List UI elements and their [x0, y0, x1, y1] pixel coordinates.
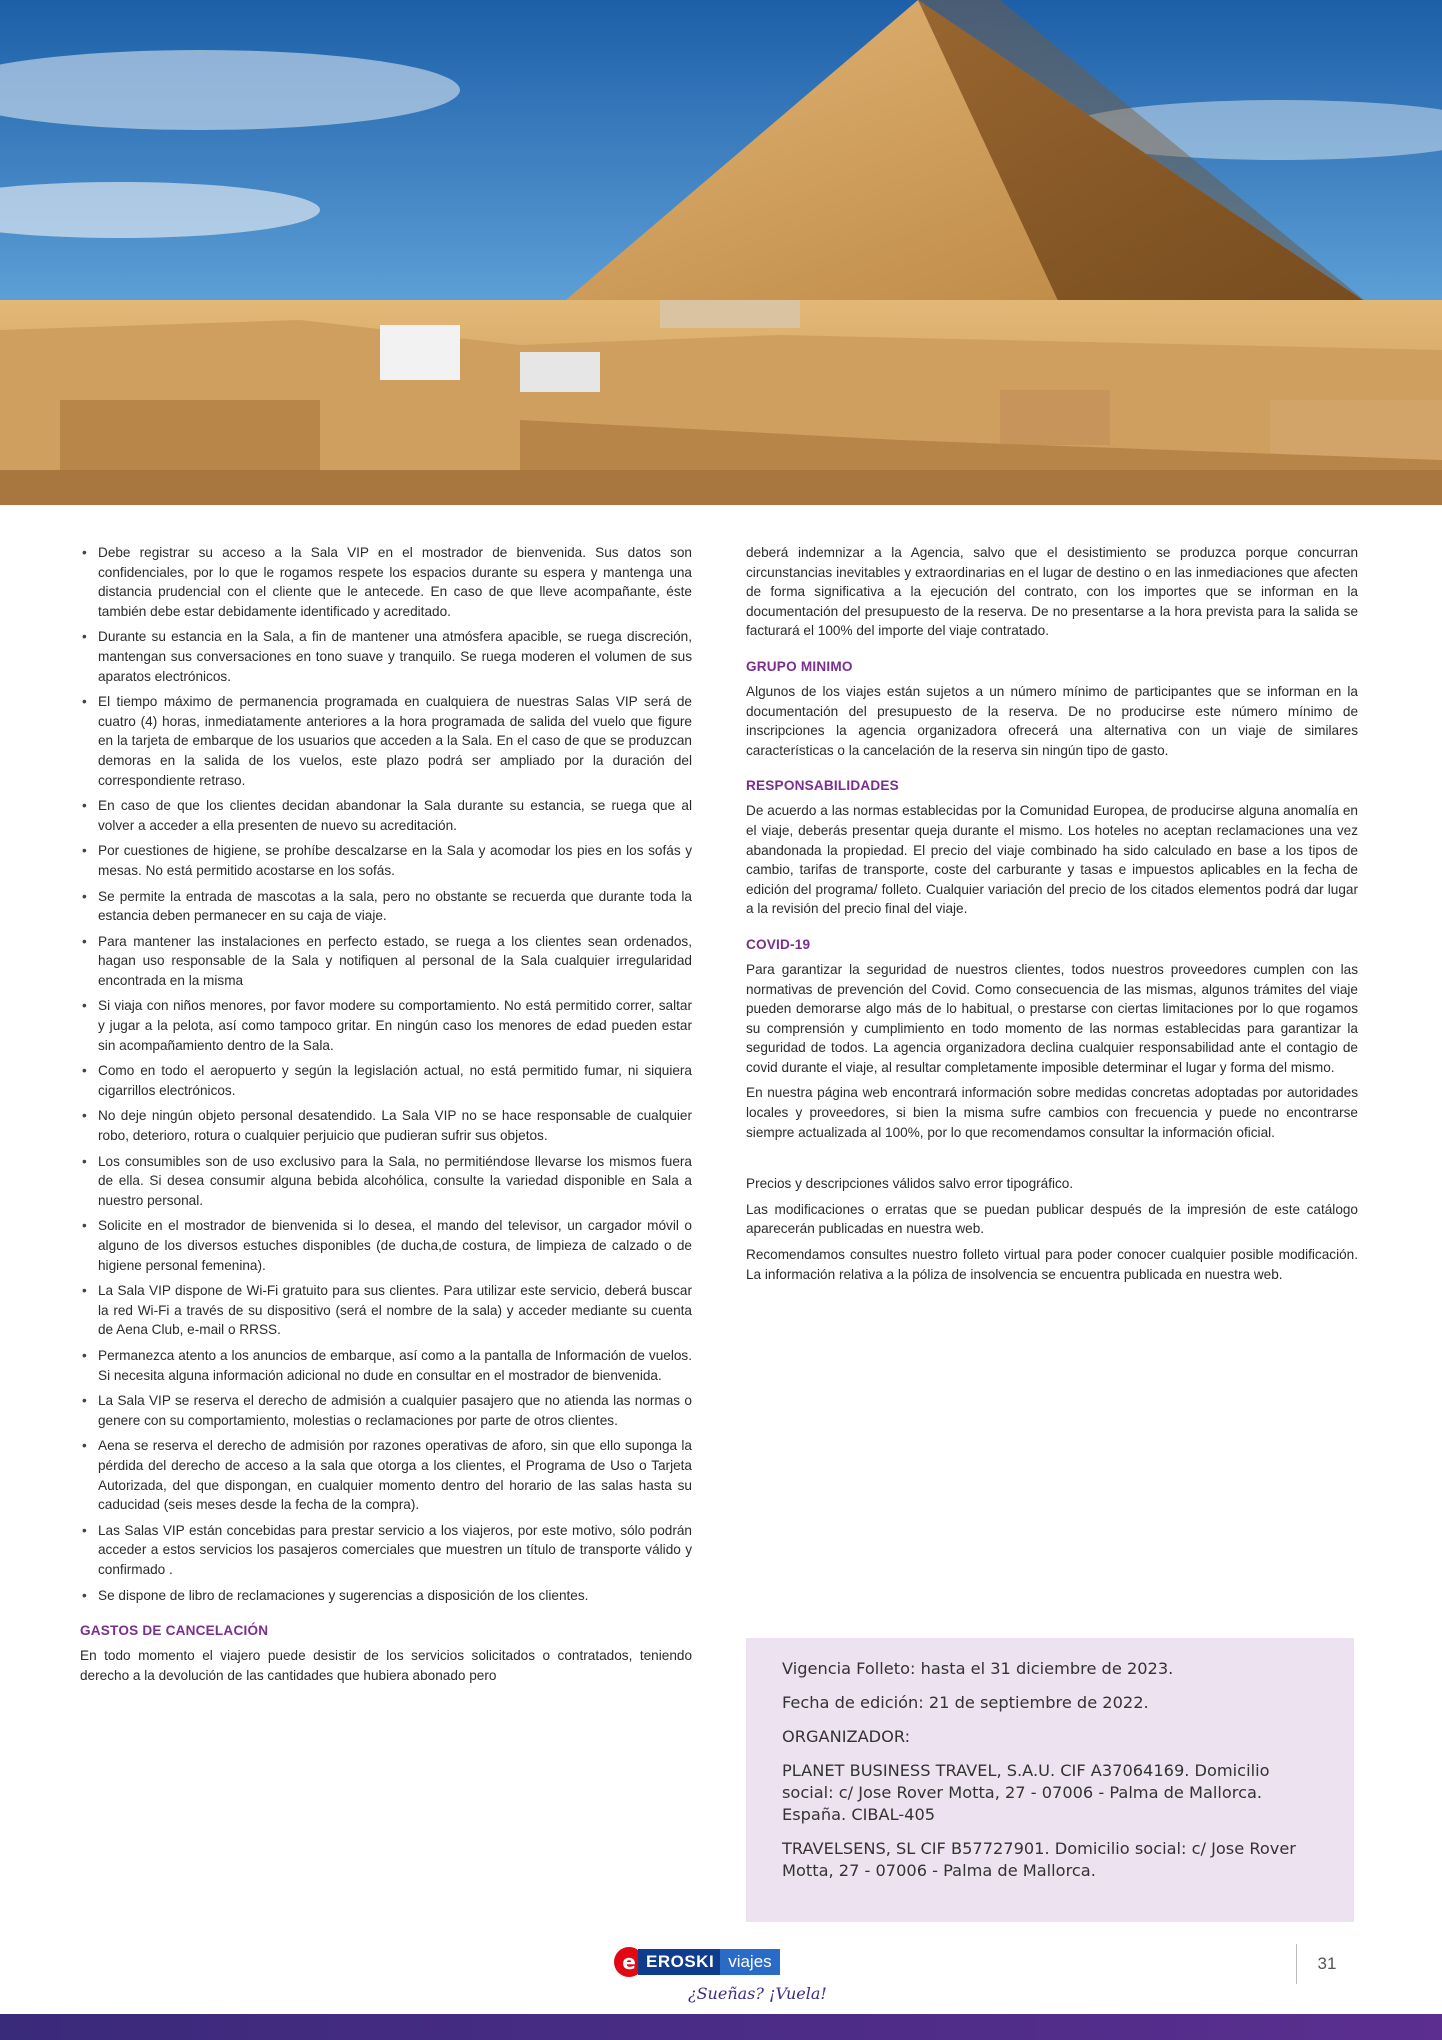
list-item: • El tiempo máximo de permanencia programada en cualquiera de nuestras Salas VIP será de cuatro (4) horas, inmediatamente anteriores a la hora programada de salida del vuelo que figure en la tarjeta de embarque de los usuarios que acceden a la Sala. En el caso de que se produzcan demoras en la salida de los vuelos, este plazo podrá ser ampliado por la duración del correspondiente retraso. [80, 692, 692, 790]
organizador-travelsens: TRAVELSENS, SL CIF B57727901. Domicilio social: c/ Jose Rover Motta, 27 - 07006 - Palma de Mallorca. [782, 1839, 1296, 1880]
grupo-minimo-text: Algunos de los viajes están sujetos a un número mínimo de participantes que se informan en la documentación del presupuesto de la reserva. De no producirse este número mínimo de inscripciones la agencia organizadora ofrecerá una alternativa con un viaje de similares características o la cancelación de la reserva sin ningún tipo de gasto. [746, 683, 1358, 758]
list-item: • Las Salas VIP están concebidas para prestar servicio a los viajeros, por este motivo, sólo podrán acceder a estos servicios los pasajeros comerciales que muestren un título de transporte válido y confirmado . [80, 1521, 692, 1580]
responsabilidades-text: De acuerdo a las normas establecidas por la Comunidad Europea, de producirse alguna anomalía en el viaje, deberás presentar queja durante el mismo. Los hoteles no aceptan reclamaciones una vez abandonada la propiedad. El precio del viaje combinado ha sido calculado en base a los tipos de cambio, tarifas de transporte, coste del carburante y tasas e impuestos aplicables en la fecha de edición del programa/ folleto. Cualquier variación del precio de los citados elementos podrá dar lugar a la revisión del precio final del viaje. [746, 803, 1358, 917]
left-column [80, 543, 692, 1691]
gastos-cancelacion-heading: GASTOS DE CANCELACIÓN [80, 1623, 269, 1639]
logo-slogan: ¿Sueñas? ¡Vuela! [688, 1984, 827, 2003]
list-item: • La Sala VIP se reserva el derecho de admisión a cualquier pasajero que no atienda las normas o genere con su comportamiento, molestias o reclamaciones por parte de otros clientes. [80, 1391, 692, 1430]
list-item: • No deje ningún objeto personal desatendido. La Sala VIP no se hace responsable de cualquier robo, deterioro, rotura o cualquier perjuicio que pudieran sufrir sus objetos. [80, 1106, 692, 1145]
list-item: • Solicite en el mostrador de bienvenida si lo desea, el mando del televisor, un cargador móvil o alguno de los diversos estuches disponibles (de ducha,de costura, de limpieza de calzado o de higiene personal femenina). [80, 1216, 692, 1275]
right-column [746, 543, 1358, 1290]
precios-note: Precios y descripciones válidos salvo error tipográfico. [746, 1176, 1074, 1192]
list-item: • Por cuestiones de higiene, se prohíbe descalzarse en la Sala y acomodar los pies en los sofás y mesas. No está permitido acostarse en los sofás. [80, 841, 692, 880]
eroski-viajes-logo [614, 1946, 834, 2016]
cancelacion-continuation-text: deberá indemnizar a la Agencia, salvo que el desistimiento se produzca porque concurran circunstancias inevitables y extraordinarias en el lugar de destino o en las inmediaciones que afecten de forma significativa a la ejecución del contrato, con los importes que se informan en la documentación del presupuesto de la reserva. De no presentarse a la hora prevista para la salida se facturará el 100% del importe del viaje contratado. [746, 545, 1358, 639]
list-item: • La Sala VIP dispone de Wi-Fi gratuito para sus clientes. Para utilizar este servicio, deberá buscar la red Wi-Fi a través de su dispositivo (será el nombre de la sala) y acceder mediante su cuenta de Aena Club, e-mail o RRSS. [80, 1281, 692, 1340]
gastos-cancelacion-text: En todo momento el viajero puede desistir de los servicios solicitados o contratados, teniendo derecho a la devolución de las cantidades que hubiera abonado pero [80, 1648, 692, 1683]
list-item: • Se permite la entrada de mascotas a la sala, pero no obstante se recuerda que durante toda la estancia deben permanecer en su caja de viaje. [80, 887, 692, 926]
logo-wordmark [614, 1946, 826, 1978]
list-item: • Debe registrar su acceso a la Sala VIP en el mostrador de bienvenida. Sus datos son confidenciales, por lo que le rogamos respete los espacios durante su espera y mantenga una distancia prudencial con el cliente que le antecede. En caso de que lleve acompañante, éste también debe estar debidamente identificado y acreditado. [80, 543, 692, 621]
list-item: • Se dispone de libro de reclamaciones y sugerencias a disposición de los clientes. [80, 1586, 692, 1606]
list-item: • Si viaja con niños menores, por favor modere su comportamiento. No está permitido correr, saltar y jugar a la pelota, así como tampoco gritar. En ningún caso los menores de edad pueden estar sin acompañamiento dentro de la Sala. [80, 996, 692, 1055]
page-number: 31 [1296, 1944, 1357, 1984]
covid-text-2: En nuestra página web encontrará información sobre medidas concretas adoptadas por autoridades locales y proveedores, si bien la misma sufre cambios con frecuencia y puede no encontrarse siempre actualizada al 100%, por lo que recomendamos consultar la información oficial. [746, 1085, 1358, 1140]
list-item: • Como en todo el aeropuerto y según la legislación actual, no está permitido fumar, ni siquiera cigarrillos electrónicos. [80, 1061, 692, 1100]
responsabilidades-heading: RESPONSABILIDADES [746, 778, 899, 794]
covid-text-1: Para garantizar la seguridad de nuestros clientes, todos nuestros proveedores cumplen con las normativas de prevención del Covid. Como consecuencia de las mismas, algunos trámites del viaje pueden demorarse algo más de lo habitual, o prestarse con ciertas limitaciones por lo que rogamos su comprensión y cumplimiento en todo momento de las normas establecidas para garantizar la seguridad de todos. La agencia organizadora declina cualquier responsabilidad ante el contagio de covid durante el viaje, al resultar completamente imposible determinar el lugar y forma del mismo. [746, 961, 1358, 1075]
list-item: • Para mantener las instalaciones en perfecto estado, se ruega a los clientes sean ordenados, hagan uso responsable de la Sala y notifiquen al personal de la Sala cualquier irregularidad encontrada en la misma [80, 932, 692, 991]
organizador-label: ORGANIZADOR: [782, 1727, 911, 1746]
list-item: • Durante su estancia en la Sala, a fin de mantener una atmósfera apacible, se ruega discreción, mantengan sus conversaciones en tono suave y tranquilo. Se ruega moderen el volumen de sus aparatos electrónicos. [80, 627, 692, 686]
logo-viajes-text: viajes [720, 1949, 779, 1975]
list-item: • Aena se reserva el derecho de admisión por razones operativas de aforo, sin que ello suponga la pérdida del derecho de acceso a la sala que otorga a los clientes, el Programa de Uso o Tarjeta Autorizada, del que dispongan, en cualquier momento dentro del horario de las salas hasta su caducidad (seis meses desde la fecha de la compra). [80, 1436, 692, 1514]
brochure-info-box [746, 1638, 1354, 1922]
pyramid-photo-icon [0, 0, 1442, 505]
modificaciones-note: Las modificaciones o erratas que se puedan publicar después de la impresión de este catálogo aparecerán publicadas en nuestra web. [746, 1201, 1358, 1237]
covid-heading: COVID-19 [746, 936, 811, 952]
vigencia-text: Vigencia Folleto: hasta el 31 diciembre de 2023. [782, 1659, 1174, 1678]
folleto-virtual-note: Recomendamos consultes nuestro folleto virtual para poder conocer cualquier posible modificación. La información relativa a la póliza de insolvencia se encuentra publicada en nuestra web. [746, 1247, 1358, 1282]
list-item: • Permanezca atento a los anuncios de embarque, así como a la pantalla de Información de vuelos. Si necesita alguna información adicional no dude en consultar en el mostrador de bienvenida. [80, 1346, 692, 1385]
list-item: • Los consumibles son de uso exclusivo para la Sala, no permitiéndose llevarse los mismos fuera de ella. Si desea consumir alguna bebida alcohólica, consulte la variedad disponible en Sala a nuestro personal. [80, 1152, 692, 1211]
organizador-planet-business: PLANET BUSINESS TRAVEL, S.A.U. CIF A37064169. Domicilio social: c/ Jose Rover Motta, 27 - 07006 - Palma de Mallorca. España. CIBAL-405 [782, 1761, 1270, 1824]
vip-rules-list [80, 543, 692, 1605]
logo-eroski-text: EROSKI [638, 1949, 720, 1975]
list-item: • En caso de que los clientes decidan abandonar la Sala durante su estancia, se ruega que al volver a acceder a ella presenten de nuevo su acreditación. [80, 796, 692, 835]
eroski-e-icon: e [614, 1947, 644, 1977]
bottom-color-bar [0, 2014, 1442, 2040]
grupo-minimo-heading: GRUPO MINIMO [746, 658, 853, 674]
fecha-edicion-text: Fecha de edición: 21 de septiembre de 2022. [782, 1693, 1149, 1712]
hero-pyramid-photo [0, 0, 1442, 505]
